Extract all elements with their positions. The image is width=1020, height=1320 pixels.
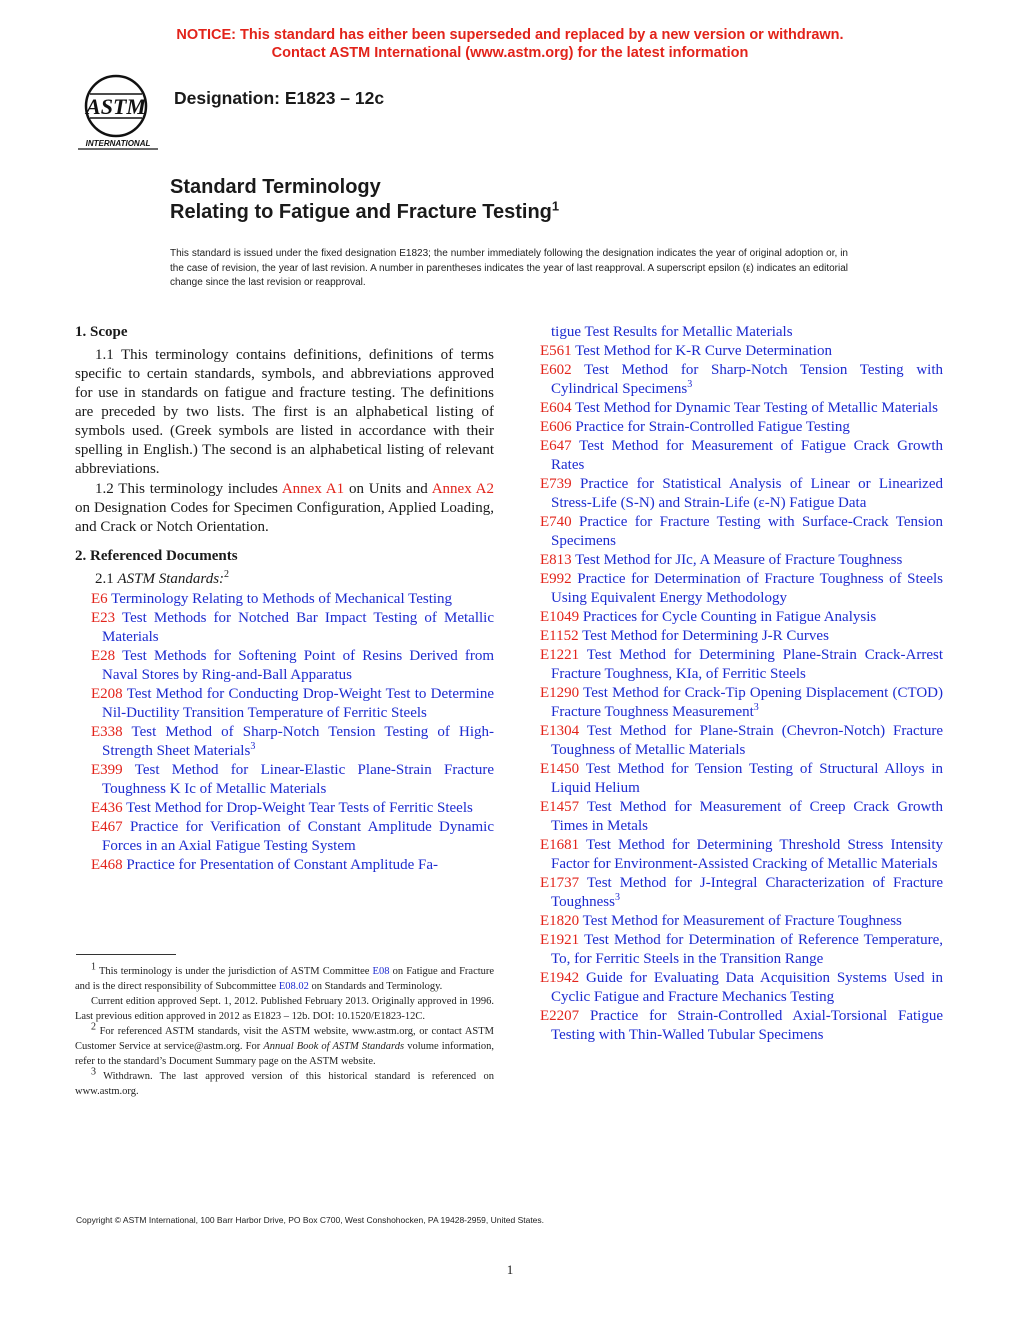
reference-code: E1290 bbox=[540, 685, 580, 701]
designation: Designation: E1823 – 12c bbox=[174, 88, 385, 108]
reference-item[interactable] bbox=[540, 418, 943, 437]
reference-code: E1942 bbox=[540, 970, 580, 986]
reference-code: E6 bbox=[91, 591, 108, 607]
reference-title: Practice for Fracture Testing with Surface-Crack Tension Specimens bbox=[551, 514, 944, 549]
annex-a2-link[interactable]: Annex A2 bbox=[431, 481, 494, 497]
reference-title: Guide for Evaluating Data Acquisition Systems Used in Cyclic Fatigue and Fracture Mechanics Testing bbox=[551, 970, 943, 1005]
fn2-mark: 2 bbox=[91, 1021, 96, 1033]
reference-code: E739 bbox=[540, 476, 572, 492]
reference-item[interactable] bbox=[540, 760, 943, 798]
reference-item[interactable] bbox=[540, 646, 943, 684]
reference-title: Practice for Strain-Controlled Axial-Torsional Fatigue Testing with Thin-Walled Tubular Specimens bbox=[551, 1008, 943, 1043]
fn2-text-a: For referenced ASTM standards, visit the ASTM website, www.astm.org, or contact ASTM Customer Service at service@astm.org. For bbox=[75, 1026, 495, 1052]
section-2-heading: 2. Referenced Documents bbox=[75, 548, 238, 564]
reference-item[interactable] bbox=[540, 684, 943, 722]
reference-code: E1304 bbox=[540, 723, 580, 739]
reference-item[interactable] bbox=[540, 798, 943, 836]
reference-item[interactable] bbox=[540, 969, 943, 1007]
footnote-1 bbox=[75, 961, 495, 994]
reference-title: Practice for Strain-Controlled Fatigue Testing bbox=[575, 419, 850, 435]
reference-item[interactable] bbox=[540, 912, 943, 931]
notice-line-2: Contact ASTM International (www.astm.org) for the latest information bbox=[271, 45, 749, 61]
committee-e08-link[interactable]: E08 bbox=[372, 966, 390, 977]
reference-code: E1457 bbox=[540, 799, 580, 815]
astm-logo bbox=[76, 72, 160, 152]
reference-code: E1737 bbox=[540, 875, 580, 891]
reference-title: Test Method for K-R Curve Determination bbox=[575, 343, 832, 359]
reference-item[interactable] bbox=[91, 856, 494, 875]
reference-item[interactable] bbox=[540, 361, 943, 399]
reference-code: E467 bbox=[91, 819, 123, 835]
reference-title: Practice for Determination of Fracture Toughness of Steels Using Equivalent Energy Methodology bbox=[551, 571, 944, 606]
reference-code: E602 bbox=[540, 362, 572, 378]
reference-title: Test Method for J-Integral Characterization of Fracture Toughness bbox=[551, 875, 943, 910]
reference-item[interactable] bbox=[91, 590, 494, 609]
reference-item[interactable] bbox=[540, 551, 943, 570]
reference-code: E606 bbox=[540, 419, 572, 435]
left-column bbox=[75, 323, 494, 875]
left-reference-list bbox=[91, 590, 494, 875]
reference-title: Test Method for Crack-Tip Opening Displacement (CTOD) Fracture Toughness Measurement bbox=[551, 685, 943, 720]
sub-text: ASTM Standards: bbox=[117, 571, 225, 587]
reference-code: E2207 bbox=[540, 1008, 580, 1024]
reference-title: Test Method for Measurement of Fatigue Crack Growth Rates bbox=[551, 438, 943, 473]
title-line-2: Relating to Fatigue and Fracture Testing bbox=[170, 201, 552, 223]
reference-code: E468 bbox=[91, 857, 123, 873]
reference-footnote-mark: 3 bbox=[250, 741, 256, 752]
fn2-italic: Annual Book of ASTM Standards bbox=[263, 1041, 405, 1052]
logo-text: ASTM bbox=[86, 94, 146, 119]
reference-title: Practice for Verification of Constant Amplitude Dynamic Forces in an Axial Fatigue Testing System bbox=[102, 819, 494, 854]
reference-code: E561 bbox=[540, 343, 572, 359]
reference-code: E399 bbox=[91, 762, 123, 778]
notice-line-1: NOTICE: This standard has either been superseded and replaced by a new version or withdrawn. bbox=[176, 27, 844, 43]
reference-continuation[interactable] bbox=[540, 323, 943, 342]
reference-item[interactable] bbox=[540, 475, 943, 513]
right-reference-list bbox=[540, 342, 943, 1045]
footnote-rule bbox=[76, 954, 176, 955]
reference-item[interactable] bbox=[91, 685, 494, 723]
reference-item[interactable] bbox=[540, 399, 943, 418]
sub-sup: 2 bbox=[224, 569, 230, 580]
fn1-text-c: on Standards and Terminology. bbox=[311, 981, 443, 992]
fn2-text-b: volume information, refer to the standard’s Document Summary page on the ASTM website. bbox=[75, 1041, 494, 1067]
reference-code: E28 bbox=[91, 648, 116, 664]
reference-title: Test Method for Sharp-Notch Tension Testing with Cylindrical Specimens bbox=[551, 362, 943, 397]
document-title bbox=[170, 175, 559, 225]
scope-p2-post: on Designation Codes for Specimen Configuration, Applied Loading, and Crack or Notch Orientation. bbox=[75, 500, 494, 535]
reference-footnote-mark: 3 bbox=[687, 379, 693, 390]
reference-item[interactable] bbox=[540, 570, 943, 608]
reference-title: Test Method for Drop-Weight Tear Tests of Ferritic Steels bbox=[126, 800, 473, 816]
reference-code: E813 bbox=[540, 552, 572, 568]
section-1-heading: 1. Scope bbox=[75, 324, 128, 340]
reference-item[interactable] bbox=[91, 647, 494, 685]
reference-code: E208 bbox=[91, 686, 123, 702]
reference-title: Practices for Cycle Counting in Fatigue Analysis bbox=[582, 609, 877, 625]
reference-item[interactable] bbox=[540, 874, 943, 912]
subcommittee-e0802-link[interactable]: E08.02 bbox=[278, 981, 309, 992]
reference-code: E1681 bbox=[540, 837, 580, 853]
scope-paragraph-1: 1.1 This terminology contains definitions, definitions of terms specific to certain standards, symbols, and abbreviations approved for use in standards on fatigue and fracture testing. The definitions are preceded by two lists. The first is an alphabetical listing of symbols used. (Greek symbols are listed in accordance with their spelling in English.) The second is an alphabetical listing of relevant abbreviations. bbox=[75, 347, 494, 477]
reference-item[interactable] bbox=[540, 627, 943, 646]
reference-item[interactable] bbox=[91, 799, 494, 818]
reference-title: Practice for Statistical Analysis of Linear or Linearized Stress-Life (S-N) and Strain-Life (ε-N) Fatigue Data bbox=[551, 476, 943, 511]
reference-code: E338 bbox=[91, 724, 123, 740]
reference-footnote-mark: 3 bbox=[753, 702, 759, 713]
reference-item[interactable] bbox=[540, 513, 943, 551]
reference-item[interactable] bbox=[540, 1007, 943, 1045]
reference-code: E1049 bbox=[540, 609, 580, 625]
reference-title: Test Method of Sharp-Notch Tension Testing of High-Strength Sheet Materials bbox=[102, 724, 494, 759]
sub-label: 2.1 bbox=[95, 571, 114, 587]
title-footnote-mark: 1 bbox=[551, 198, 560, 214]
reference-title: Test Methods for Notched Bar Impact Testing of Metallic Materials bbox=[102, 610, 494, 645]
reference-item[interactable] bbox=[91, 761, 494, 799]
page-number: 1 bbox=[506, 1262, 514, 1277]
reference-title: Test Method for Determining Threshold Stress Intensity Factor for Environment-Assisted Cracking of Metallic Materials bbox=[551, 837, 944, 872]
reference-code: E1921 bbox=[540, 932, 580, 948]
reference-title: Practice for Presentation of Constant Amplitude Fa- bbox=[126, 857, 439, 873]
reference-title: Test Methods for Softening Point of Resins Derived from Naval Stores by Ring-and-Ball Apparatus bbox=[102, 648, 495, 683]
edition-note: Current edition approved Sept. 1, 2012. Published February 2013. Originally approved in 1996. Last previous edition approved in 2012 as E1823 – 12b. DOI: 10.1520/E1823-12C. bbox=[75, 996, 494, 1022]
reference-item[interactable] bbox=[91, 609, 494, 647]
reference-item[interactable] bbox=[540, 608, 943, 627]
reference-title: Test Method for Determining J-R Curves bbox=[582, 628, 829, 644]
logo-subtext: INTERNATIONAL bbox=[85, 139, 151, 148]
copyright: Copyright © ASTM International, 100 Barr Harbor Drive, PO Box C700, West Conshohocken, PA 19428-2959, United States. bbox=[76, 1215, 545, 1225]
reference-title: Test Method for JIc, A Measure of Fracture Toughness bbox=[575, 552, 903, 568]
fn1-mark: 1 bbox=[91, 961, 96, 973]
reference-code: E1152 bbox=[540, 628, 579, 644]
reference-code: E992 bbox=[540, 571, 572, 587]
reference-code: E1221 bbox=[540, 647, 580, 663]
reference-code: E604 bbox=[540, 400, 572, 416]
reference-item[interactable] bbox=[91, 723, 494, 761]
reference-item[interactable] bbox=[540, 342, 943, 361]
reference-code: E436 bbox=[91, 800, 123, 816]
reference-item[interactable] bbox=[540, 931, 943, 969]
reference-title: Test Method for Plane-Strain (Chevron-Notch) Fracture Toughness of Metallic Materials bbox=[551, 723, 943, 758]
reference-code: E1450 bbox=[540, 761, 580, 777]
reference-code: E740 bbox=[540, 514, 572, 530]
title-line-1: Standard Terminology bbox=[170, 176, 381, 198]
reference-code: E1820 bbox=[540, 913, 580, 929]
footnote-2 bbox=[75, 1021, 495, 1069]
scope-p2-mid: on Units and bbox=[348, 481, 428, 497]
fn3-text: Withdrawn. The last approved version of this historical standard is referenced on www.astm.org. bbox=[75, 1071, 494, 1097]
issuance-statement: This standard is issued under the fixed designation E1823; the number immediately following the designation indicates the year of original adoption or, in the case of revision, the year of last revision. A number in parentheses indicates the year of last reapproval. A superscript epsilon (ε) indicates an editorial change since the last revision or reapproval. bbox=[170, 248, 848, 288]
continuation-text: tigue Test Results for Metallic Materials bbox=[551, 324, 793, 340]
reference-code: E647 bbox=[540, 438, 572, 454]
supersession-notice bbox=[0, 26, 1020, 62]
reference-title: Test Method for Linear-Elastic Plane-Strain Fracture Toughness K Ic of Metallic Materials bbox=[102, 762, 494, 797]
reference-item[interactable] bbox=[540, 722, 943, 760]
reference-title: Test Method for Dynamic Tear Testing of Metallic Materials bbox=[575, 400, 939, 416]
reference-item[interactable] bbox=[540, 437, 943, 475]
astm-standards-subheading bbox=[95, 570, 494, 589]
reference-code: E23 bbox=[91, 610, 116, 626]
reference-footnote-mark: 3 bbox=[614, 892, 620, 903]
right-column bbox=[540, 323, 943, 1045]
footnote-3 bbox=[75, 1066, 494, 1099]
footnotes bbox=[75, 961, 495, 1099]
reference-title: Test Method for Determination of Reference Temperature, To, for Ferritic Steels in the Transition Range bbox=[551, 932, 943, 967]
reference-title: Test Method for Tension Testing of Structural Alloys in Liquid Helium bbox=[551, 761, 943, 796]
fn1-text-b: on Fatigue and Fracture and is the direct responsibility of Subcommittee bbox=[75, 966, 495, 992]
reference-title: Test Method for Measurement of Fracture Toughness bbox=[582, 913, 902, 929]
reference-title: Terminology Relating to Methods of Mechanical Testing bbox=[111, 591, 453, 607]
scope-p2-pre: 1.2 This terminology includes bbox=[95, 481, 278, 497]
reference-item[interactable] bbox=[91, 818, 494, 856]
reference-title: Test Method for Conducting Drop-Weight Test to Determine Nil-Ductility Transition Temperature of Ferritic Steels bbox=[102, 686, 494, 721]
fn3-mark: 3 bbox=[91, 1066, 96, 1078]
reference-title: Test Method for Measurement of Creep Crack Growth Times in Metals bbox=[551, 799, 943, 834]
reference-item[interactable] bbox=[540, 836, 943, 874]
reference-title: Test Method for Determining Plane-Strain Crack-Arrest Fracture Toughness, KIa, of Ferritic Steels bbox=[551, 647, 943, 682]
scope-paragraph-2 bbox=[75, 480, 494, 537]
annex-a1-link[interactable]: Annex A1 bbox=[281, 481, 345, 497]
fn1-text-a: This terminology is under the jurisdiction of ASTM Committee bbox=[98, 966, 370, 977]
